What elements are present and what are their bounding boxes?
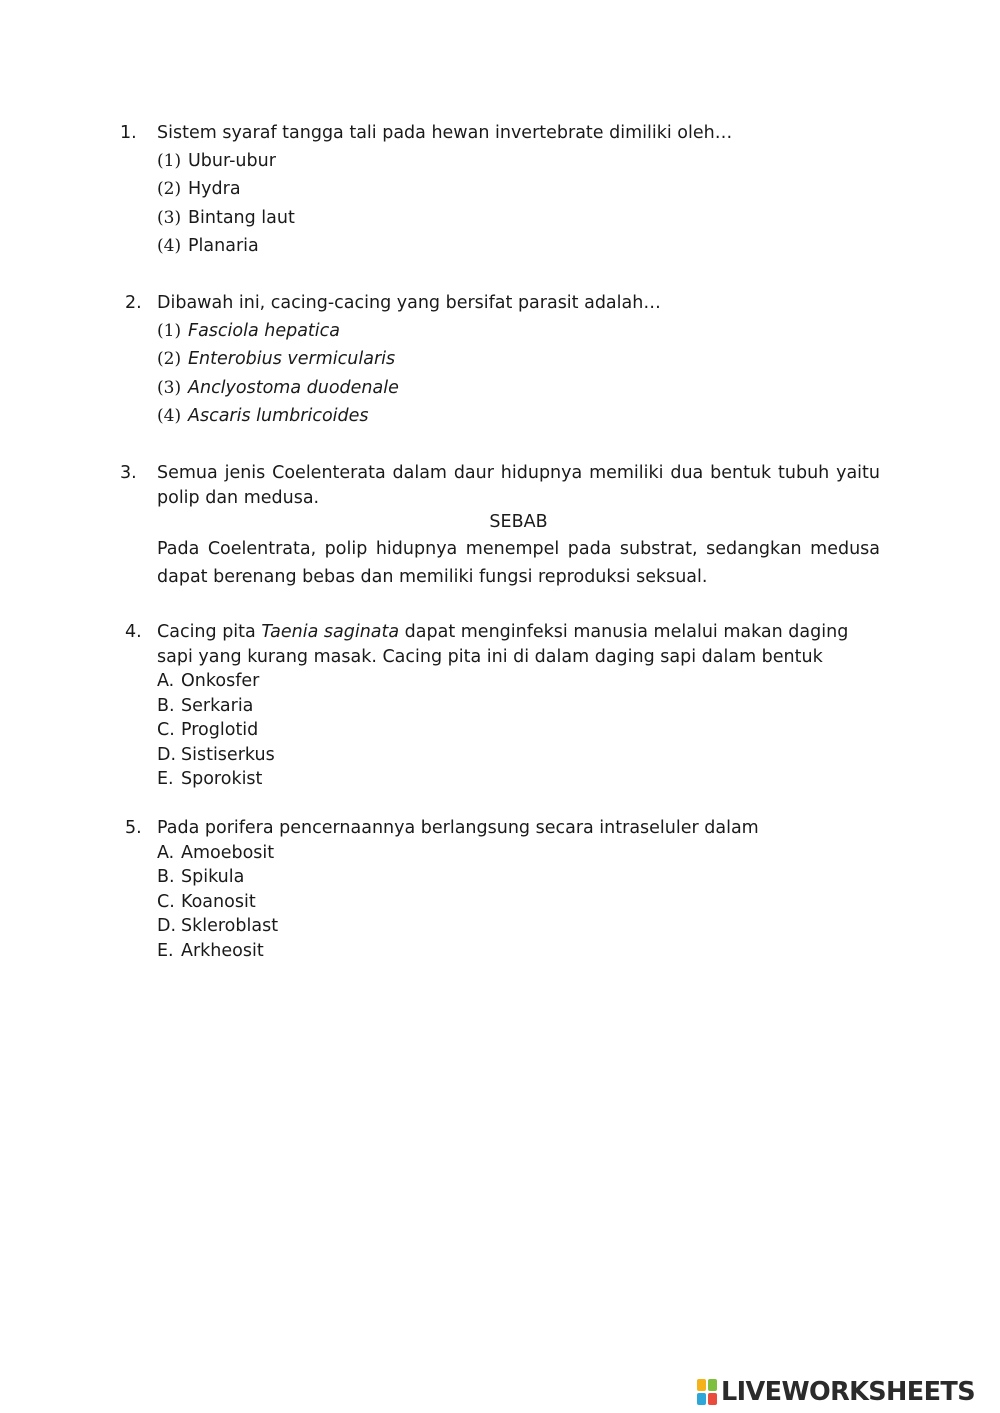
option-2[interactable]	[157, 177, 880, 206]
option-label: C.	[157, 720, 175, 740]
question-3	[120, 461, 880, 591]
logo-square	[697, 1393, 706, 1405]
option-c[interactable]	[157, 718, 880, 743]
question-4	[120, 620, 880, 792]
option-text: Serkaria	[181, 695, 254, 716]
option-c[interactable]	[157, 890, 880, 915]
option-label: (3)	[157, 207, 182, 228]
option-4[interactable]	[157, 234, 880, 263]
option-a[interactable]	[157, 841, 880, 866]
option-label: A.	[157, 842, 175, 863]
option-1[interactable]	[157, 149, 880, 178]
option-label: (2)	[157, 179, 182, 199]
option-label: (2)	[157, 349, 182, 369]
option-text: Amoebosit	[181, 842, 275, 863]
question-2	[120, 291, 880, 433]
option-list	[157, 149, 880, 263]
option-list	[157, 669, 880, 792]
logo-square	[708, 1393, 717, 1405]
option-label: E.	[157, 769, 174, 789]
option-list	[157, 841, 880, 964]
question-number: 4.	[125, 622, 142, 642]
question-text: Sistem syaraf tangga tali pada hewan invertebrate dimiliki oleh…	[157, 123, 733, 143]
question-1	[120, 121, 880, 263]
question-text: Pada porifera pencernaannya berlangsung secara intraseluler dalam	[157, 818, 759, 838]
option-text: Bintang laut	[188, 207, 295, 228]
option-label: E.	[157, 940, 174, 961]
question-number: 1.	[120, 123, 137, 143]
option-text: Spikula	[181, 867, 245, 887]
option-text: Hydra	[188, 179, 241, 199]
question-text-part: dapat menginfeksi manusia melalui makan daging sapi yang kurang masak. Cacing pita ini di dalam daging sapi dalam bentuk	[157, 622, 849, 667]
option-text: Enterobius vermicularis	[188, 349, 396, 369]
logo-square	[697, 1379, 706, 1391]
question-text-part: Cacing pita	[157, 622, 262, 642]
connector-label: SEBAB	[489, 512, 548, 532]
question-text	[157, 620, 880, 669]
option-text: Arkheosit	[181, 940, 264, 961]
option-label: (3)	[157, 377, 182, 398]
option-2[interactable]	[157, 347, 880, 376]
option-e[interactable]	[157, 767, 880, 792]
question-text: Dibawah ini, cacing-cacing yang bersifat parasit adalah…	[157, 293, 661, 313]
option-d[interactable]	[157, 743, 880, 768]
liveworksheets-logo	[697, 1377, 975, 1407]
option-text: Proglotid	[181, 720, 259, 740]
option-3[interactable]	[157, 376, 880, 405]
option-label: (1)	[157, 150, 182, 171]
option-b[interactable]	[157, 694, 880, 719]
option-text: Skleroblast	[181, 916, 279, 936]
option-label: D.	[157, 744, 177, 765]
reason-text: Pada Coelentrata, polip hidupnya menempel pada substrat, sedangkan medusa dapat berenang bebas dan memiliki fungsi reproduksi seksual.	[157, 538, 880, 587]
option-label: D.	[157, 916, 177, 936]
option-label: (4)	[157, 406, 182, 426]
option-1[interactable]	[157, 319, 880, 348]
option-label: B.	[157, 867, 175, 887]
option-label: A.	[157, 671, 175, 691]
option-text: Ascaris lumbricoides	[188, 406, 369, 426]
option-text: Sistiserkus	[181, 744, 275, 765]
question-5	[120, 816, 880, 963]
logo-text: LIVEWORKSHEETS	[721, 1377, 975, 1407]
option-4[interactable]	[157, 404, 880, 433]
option-text: Sporokist	[181, 769, 263, 789]
statement-text: Semua jenis Coelenterata dalam daur hidupnya memiliki dua bentuk tubuh yaitu polip dan medusa.	[157, 463, 880, 508]
option-text: Onkosfer	[181, 671, 260, 691]
option-text: Anclyostoma duodenale	[188, 377, 399, 398]
option-label: C.	[157, 891, 175, 912]
option-text: Fasciola hepatica	[188, 320, 341, 341]
option-label: (4)	[157, 236, 182, 256]
option-label: (1)	[157, 320, 182, 341]
option-text: Koanosit	[181, 891, 256, 912]
option-list	[157, 319, 880, 433]
option-text: Planaria	[188, 236, 259, 256]
option-text: Ubur-ubur	[188, 150, 276, 171]
option-d[interactable]	[157, 914, 880, 939]
option-e[interactable]	[157, 939, 880, 964]
option-label: B.	[157, 695, 175, 716]
question-number: 3.	[120, 463, 137, 483]
logo-mark-icon	[697, 1379, 717, 1405]
species-name: Taenia saginata	[261, 622, 400, 642]
logo-square	[708, 1379, 717, 1391]
option-b[interactable]	[157, 865, 880, 890]
option-3[interactable]	[157, 206, 880, 235]
option-a[interactable]	[157, 669, 880, 694]
question-number: 5.	[125, 818, 142, 838]
question-number: 2.	[125, 293, 142, 313]
